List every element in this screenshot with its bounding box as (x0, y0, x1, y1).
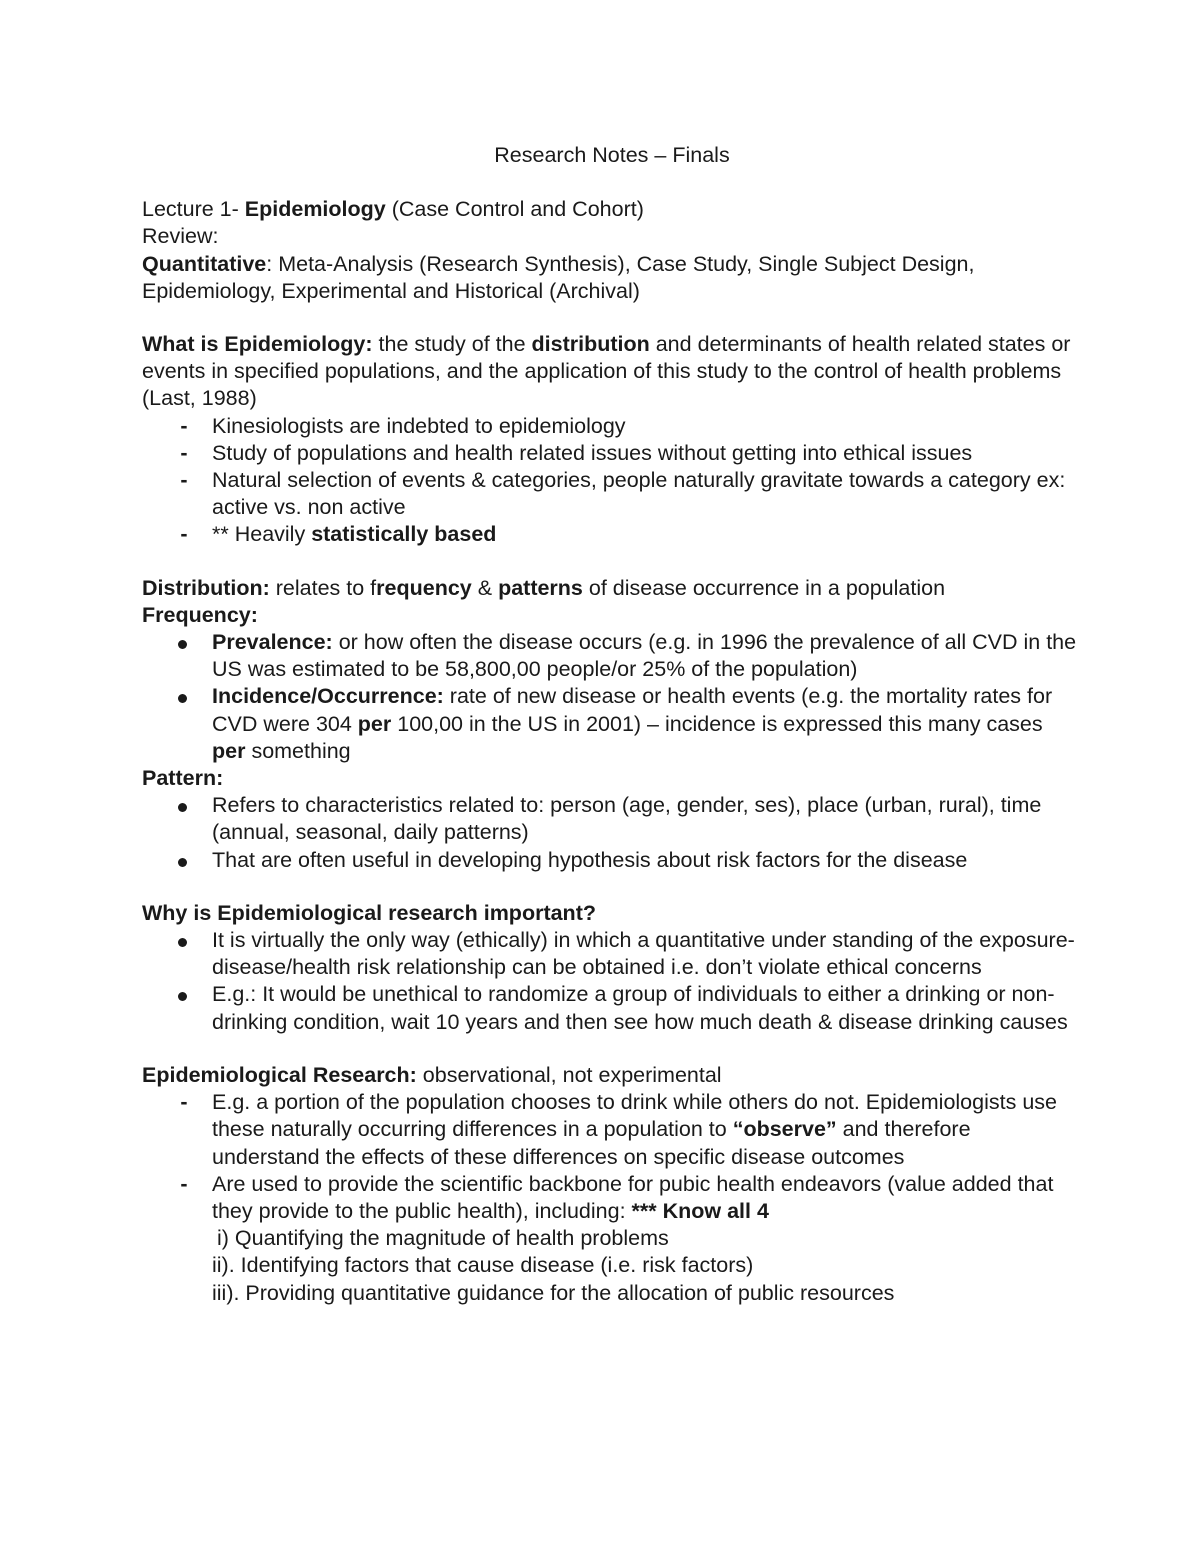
why-heading (142, 900, 1082, 927)
frequency-label: Frequency: (142, 602, 258, 627)
prevalence-text: or how often the disease occurs (e.g. in 1996 the prevalence of all CVD in the US was estimated to be 58,800,00 people/or 25% of the population) (212, 630, 1077, 682)
incidence-text-3: something (245, 738, 351, 763)
bullet-icon (178, 992, 187, 1001)
distribution-bold-2: patterns (498, 575, 583, 600)
list-item-text: Kinesiologists are indebted to epidemiology (212, 413, 626, 438)
epi-research-paragraph (142, 1062, 1082, 1089)
epi-research-list (142, 1089, 1082, 1225)
dash-marker: - (180, 440, 188, 465)
list-item-bold: statistically based (311, 522, 497, 547)
list-item (142, 1171, 1082, 1225)
what-is-label: What is Epidemiology: (142, 332, 373, 357)
distribution-text-3: of disease occurrence in a population (582, 575, 946, 600)
list-item-text: Refers to characteristics related to: person (age, gender, ses), place (urban, rural), time (annual, seasonal, daily patterns) (212, 793, 1042, 845)
pattern-list (142, 792, 1082, 874)
pattern-label: Pattern: (142, 766, 224, 791)
bullet-icon (178, 694, 187, 703)
dash-marker: - (180, 1171, 188, 1196)
document-page (142, 140, 1082, 1307)
bullet-icon (178, 640, 187, 649)
prevalence-label: Prevalence: (212, 630, 333, 655)
sub-item: i) Quantifying the magnitude of health problems (217, 1226, 669, 1251)
why-list (142, 927, 1082, 1036)
list-item (142, 467, 1082, 521)
what-is-list (142, 413, 1082, 549)
lecture-suffix: (Case Control and Cohort) (385, 197, 644, 222)
list-item (142, 927, 1082, 981)
list-item-text: ** Heavily (212, 522, 312, 547)
quantitative-label: Quantitative (142, 251, 267, 276)
list-item (142, 413, 1082, 440)
incidence-label: Incidence/Occurrence: (212, 684, 444, 709)
bullet-icon (178, 803, 187, 812)
list-item-text: Are used to provide the scientific backbone for pubic health endeavors (value added that they provide to the public health), including: (212, 1171, 1054, 1223)
list-item-text: That are often useful in developing hypothesis about risk factors for the disease (212, 847, 968, 872)
quantitative-text: : Meta-Analysis (Research Synthesis), Case Study, Single Subject Design, Epidemiology, Experimental and Historical (Archival) (142, 251, 975, 303)
dash-marker: - (180, 468, 188, 493)
incidence-text-1: rate of new disease or health events (e.g. the mortality rates for CVD were 304 (212, 684, 1053, 736)
quantitative-paragraph (142, 251, 1082, 305)
pattern-heading (142, 765, 1082, 792)
frequency-heading (142, 602, 1082, 629)
distribution-bold-1: requency (376, 575, 472, 600)
frequency-list (142, 629, 1082, 765)
page-title: Research Notes – Finals (494, 143, 730, 167)
list-item-text: and therefore understand the effects of these differences on specific disease outcomes (212, 1117, 971, 1169)
list-item-bold: “observe” (732, 1117, 837, 1142)
bullet-icon (178, 938, 187, 947)
list-item-text: Natural selection of events & categories, people naturally gravitate towards a category ex: active vs. non active (212, 468, 1066, 520)
dash-marker: - (180, 413, 188, 438)
distribution-text-2: & (471, 575, 499, 600)
list-item-text: E.g. a portion of the population chooses to drink while others do not. Epidemiologists use these naturally occurring differences in a population to (212, 1090, 1057, 1142)
epi-research-label: Epidemiological Research: (142, 1062, 417, 1087)
list-item-text: E.g.: It would be unethical to randomize a group of individuals to either a drinking or non-drinking condition, wait 10 years and then see how much death & disease drinking causes (212, 982, 1068, 1034)
bullet-icon (178, 858, 187, 867)
lecture-prefix: Lecture 1- (142, 197, 245, 222)
distribution-paragraph (142, 575, 1082, 602)
distribution-label: Distribution: (142, 575, 270, 600)
what-is-text-1: the study of the (372, 332, 532, 357)
list-item (142, 440, 1082, 467)
list-item (142, 629, 1082, 683)
list-item-text: Study of populations and health related issues without getting into ethical issues (212, 440, 973, 465)
list-item (142, 521, 1082, 548)
list-item (142, 1089, 1082, 1171)
list-item (142, 792, 1082, 846)
what-is-text-2: and determinants of health related states or events in specified populations, and the application of this study to the control of health problems (Last, 1988) (142, 332, 1071, 411)
lecture-topic: Epidemiology (244, 197, 386, 222)
what-is-bold-1: distribution (531, 332, 650, 357)
dash-marker: - (180, 522, 188, 547)
what-is-paragraph (142, 331, 1082, 413)
review-label: Review: (142, 224, 219, 249)
sub-item: iii). Providing quantitative guidance for the allocation of public resources (212, 1280, 895, 1305)
list-item (142, 847, 1082, 874)
list-item (142, 981, 1082, 1035)
incidence-bold-2: per (212, 738, 246, 763)
sub-item: ii). Identifying factors that cause disease (i.e. risk factors) (212, 1253, 754, 1278)
why-label: Why is Epidemiological research important? (142, 900, 596, 925)
epi-research-text: observational, not experimental (416, 1062, 722, 1087)
incidence-bold-1: per (357, 711, 392, 736)
list-item (142, 683, 1082, 765)
distribution-text-1: relates to f (269, 575, 377, 600)
lecture-heading (142, 196, 1082, 223)
incidence-text-2: 100,00 in the US in 2001) – incidence is expressed this many cases (391, 711, 1043, 736)
dash-marker: - (180, 1090, 188, 1115)
list-item-text: It is virtually the only way (ethically) in which a quantitative under standing of the exposure-disease/health risk relationship can be obtained i.e. don’t violate ethical concerns (212, 928, 1075, 980)
list-item-bold: *** Know all 4 (631, 1198, 769, 1223)
